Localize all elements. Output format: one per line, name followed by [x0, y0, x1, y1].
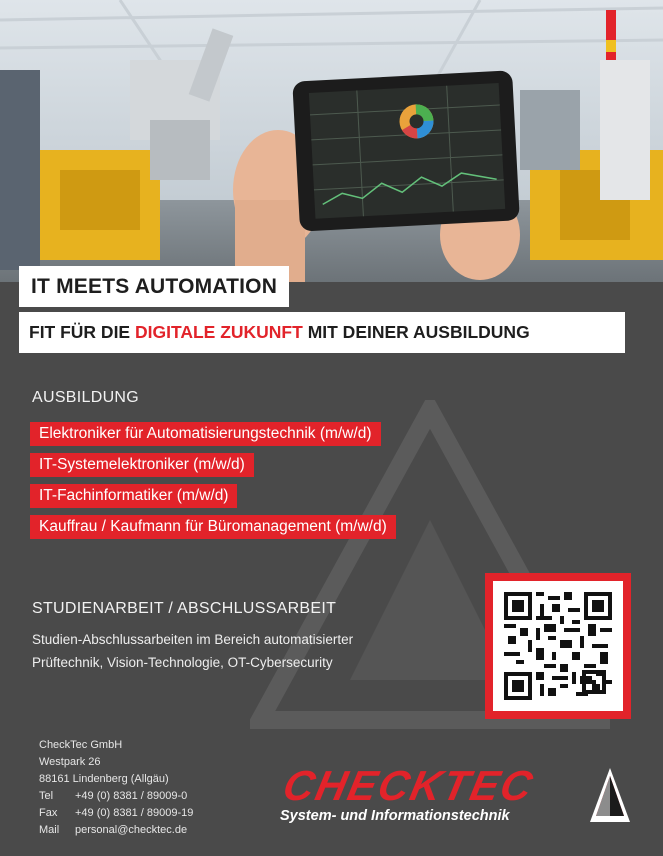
- job-item: IT-Systemelektroniker (m/w/d): [30, 453, 254, 477]
- checktec-logo: [278, 764, 648, 834]
- headline-subtitle: [19, 312, 625, 353]
- address-street: Westpark 26: [39, 756, 101, 768]
- contact-block: [39, 737, 193, 839]
- qr-code-frame[interactable]: [485, 573, 631, 719]
- job-list: [30, 422, 396, 546]
- subtitle-post: MIT DEINER AUSBILDUNG: [302, 322, 530, 342]
- qr-code[interactable]: [493, 581, 623, 711]
- studien-line-1: Studien-Abschlussarbeiten im Bereich automatisierter: [32, 632, 354, 647]
- job-item: Kauffrau / Kaufmann für Büromanagement (m/w/d): [30, 515, 396, 539]
- qr-code-icon: [504, 592, 612, 700]
- mail-value[interactable]: personal@checktec.de: [75, 824, 188, 836]
- tel-label: Tel: [39, 790, 54, 802]
- fax-value: +49 (0) 8381 / 89009-19: [75, 807, 194, 819]
- tel-value[interactable]: +49 (0) 8381 / 89009-0: [75, 790, 188, 802]
- fax-label: Fax: [39, 807, 58, 819]
- studien-heading: STUDIENARBEIT / ABSCHLUSSARBEIT: [32, 600, 337, 617]
- ausbildung-heading: AUSBILDUNG: [32, 389, 140, 406]
- contact-mail: [39, 822, 193, 839]
- logo-triangle-icon: [588, 766, 632, 824]
- logo-tagline: System- und Informationstechnik: [280, 808, 510, 824]
- mail-label: Mail: [39, 824, 60, 836]
- headline-title: IT MEETS AUTOMATION: [19, 266, 289, 307]
- job-item: IT-Fachinformatiker (m/w/d): [30, 484, 237, 508]
- studien-description: [32, 628, 353, 674]
- subtitle-accent: DIGITALE ZUKUNFT: [134, 322, 303, 342]
- subtitle-pre: FIT FÜR DIE: [29, 322, 135, 342]
- contact-fax: [39, 805, 193, 822]
- address-city: 88161 Lindenberg (Allgäu): [39, 773, 169, 785]
- studien-line-2: Prüftechnik, Vision-Technologie, OT-Cybersecurity: [32, 655, 333, 670]
- hero-photo: [0, 0, 663, 282]
- company-name: CheckTec GmbH: [39, 739, 123, 751]
- job-item: Elektroniker für Automatisierungstechnik (m/w/d): [30, 422, 381, 446]
- contact-tel: [39, 788, 193, 805]
- logo-wordmark: CHECKTEC: [279, 762, 539, 809]
